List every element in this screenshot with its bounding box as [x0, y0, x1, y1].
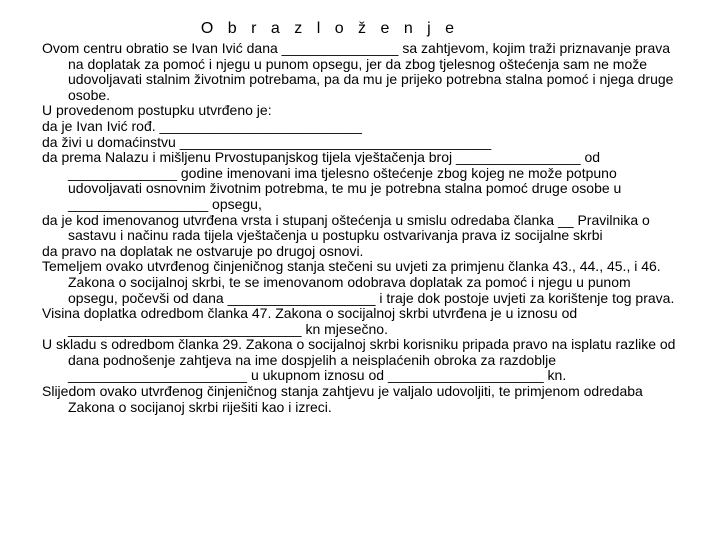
document-title: O b r a z l o ž e n j e — [200, 20, 460, 37]
document-body — [42, 41, 682, 415]
paragraph-conclusion: Slijedom ovako utvrđenog činjeničnog stanja zahtjevu je valjalo udovoljiti, te primjenom odredaba Zakona o socijanoj skrbi riješiti kao i izreci. — [42, 383, 643, 415]
paragraph-legal-basis: Temeljem ovako utvrđenog činjeničnog stanja stečeni su uvjeti za primjenu članka 43., 44., 45., i 46. Zakona o socijalnoj skrbi, te se imenovanom odobrava doplatak za pomoć i njegu u punom opsegu, počevši od dana ___________________ i traje dok postoje uvjeti za korištenje tog prava. — [42, 258, 675, 306]
paragraph-expert-finding: da prema Nalazu i mišljenu Prvostupanjskog tijela vještačenja broj ________________ od ______________ godine imenovani ima tjelesno oštećenje zbog kojeg ne može potpuno udovoljavati osnovnim životnim potrebma, te mu je potrebna stalna pomoć druge osobe u __________________ opsegu, — [42, 149, 622, 212]
paragraph-no-other-basis: da pravo na doplatak ne ostvaruje po drugoj osnovi. — [42, 242, 364, 259]
paragraph-damage-type: da je kod imenovanog utvrđena vrsta i stupanj oštećenja u smislu odredaba članka __ Pravilnika o sastavu i načinu rada tijela vještačenja u postupku ostvarivanja prava iz socijalne skrbi — [42, 211, 650, 244]
paragraph-amount: Visina doplatka odredbom članka 47. Zakona o socijalnoj skrbi utvrđena je u iznosu od ______________________________ kn mjesečno. — [42, 305, 578, 337]
paragraph-established: U provedenom postupku utvrđeno je: — [42, 102, 272, 119]
paragraph-request: Ovom centru obratio se Ivan Ivić dana _______________ sa zahtjevom, kojim traži priznavanje prava na doplatak za pomoć i njegu u punom opsegu, jer da zbog tjelesnog oštećenja sam ne može udovoljavati stalnim životnim potrebama, pa da mu je prijeko potrebna stalna pomoć i njega druge osobe. — [42, 40, 674, 103]
paragraph-born: da je Ivan Ivić rođ. __________________________ — [42, 117, 362, 134]
paragraph-household: da živi u domaćinstvu ________________________________________ — [42, 133, 492, 150]
paragraph-arrears: U skladu s odredbom članka 29. Zakona o socijalnoj skrbi korisniku pripada pravo na isplatu razlike od dana podnošenje zahtjeva na ime dospjelih a neisplaćenih obroka za razdoblje _______________________ u ukupnom iznosu od ____________________ kn. — [42, 336, 676, 384]
